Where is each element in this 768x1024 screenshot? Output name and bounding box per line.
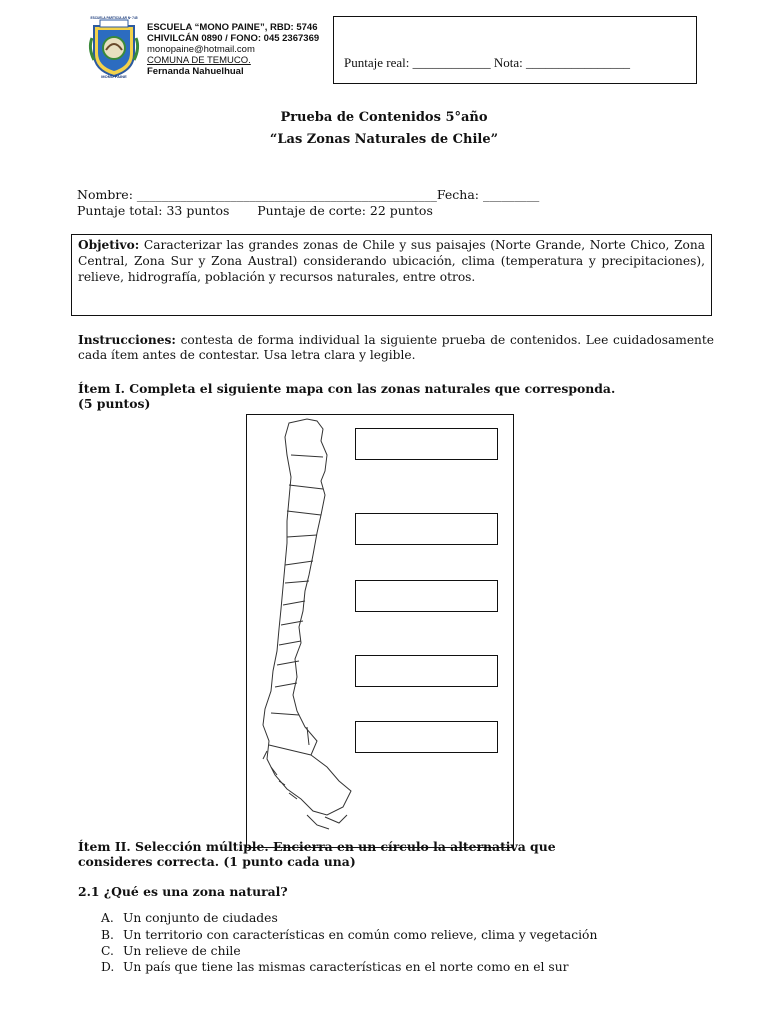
zone-answer-box-2[interactable] — [355, 513, 498, 545]
name-date-line[interactable]: Nombre: ________________________________________________Fecha: _________ — [77, 187, 540, 202]
instructions-label: Instrucciones: — [78, 333, 176, 347]
zone-answer-box-3[interactable] — [355, 580, 498, 612]
score-box — [333, 16, 697, 84]
instructions — [78, 333, 714, 363]
option-d[interactable] — [101, 960, 569, 974]
chile-map — [247, 415, 515, 849]
school-name: ESCUELA “MONO PAINE”, RBD: 5746 — [147, 22, 318, 33]
logo-top-text: ESCUELA PARTICULAR Nº 745 — [90, 16, 138, 20]
option-c[interactable] — [101, 944, 241, 958]
score-line[interactable]: Puntaje real: ____________ Nota: ________________ — [344, 55, 630, 70]
item-2-line2: consideres correcta. (1 punto cada una) — [78, 854, 356, 869]
instructions-text: contesta de forma individual la siguiente prueba de contenidos. Lee cuidadosamente cada ítem antes de contestar. Usa letra clara y legible. — [78, 333, 714, 362]
option-letter: C. — [101, 944, 114, 958]
item-1-line1: Ítem I. Completa el siguiente mapa con las zonas naturales que corresponda. — [78, 381, 616, 396]
teacher-name: Fernanda Nahuelhual — [147, 66, 244, 77]
zone-answer-box-5[interactable] — [355, 721, 498, 753]
option-letter: A. — [101, 911, 114, 925]
item-1-heading — [78, 381, 714, 411]
option-text: Un territorio con características en común como relieve, clima y vegetación — [123, 928, 598, 942]
school-contact: CHIVILCÁN 0890 / FONO: 045 2367369 — [147, 33, 320, 44]
test-title: Prueba de Contenidos 5°año — [280, 110, 488, 125]
option-letter: B. — [101, 928, 114, 942]
school-logo — [86, 16, 142, 80]
total-score-line: Puntaje total: 33 puntos Puntaje de corte: 22 puntos — [77, 203, 433, 218]
zone-answer-box-4[interactable] — [355, 655, 498, 687]
option-text: Un país que tiene las mismas características en el norte como en el sur — [123, 960, 569, 974]
school-commune: COMUNA DE TEMUCO. — [147, 55, 251, 66]
test-subtitle: “Las Zonas Naturales de Chile” — [269, 132, 499, 147]
option-text: Un conjunto de ciudades — [123, 911, 278, 925]
option-text: Un relieve de chile — [123, 944, 241, 958]
item-2-line1: Ítem II. Selección múltiple. Encierra en un círculo la alternativa que — [78, 839, 556, 854]
option-b[interactable] — [101, 928, 597, 942]
option-letter: D. — [101, 960, 115, 974]
zone-answer-box-1[interactable] — [355, 428, 498, 460]
school-info — [147, 22, 319, 77]
objective-text: Caracterizar las grandes zonas de Chile y sus paisajes (Norte Grande, Norte Chico, Zona Central, Zona Sur y Zona Austral) considerando ubicación, clima (temperatura y precipitaciones), relieve, hidrografía, población y recursos naturales, entre otros. — [78, 238, 705, 284]
item-1-line2: (5 puntos) — [78, 396, 151, 411]
school-email: monopaine@hotmail.com — [147, 44, 255, 55]
logo-bottom-text: MONO PAINE — [101, 74, 127, 79]
option-a[interactable] — [101, 911, 278, 925]
objective-label: Objetivo: — [78, 238, 140, 252]
chile-map-frame — [246, 414, 514, 848]
question-2-1: 2.1 ¿Qué es una zona natural? — [78, 884, 288, 899]
objective-box — [71, 234, 712, 316]
item-2-heading — [78, 839, 714, 869]
